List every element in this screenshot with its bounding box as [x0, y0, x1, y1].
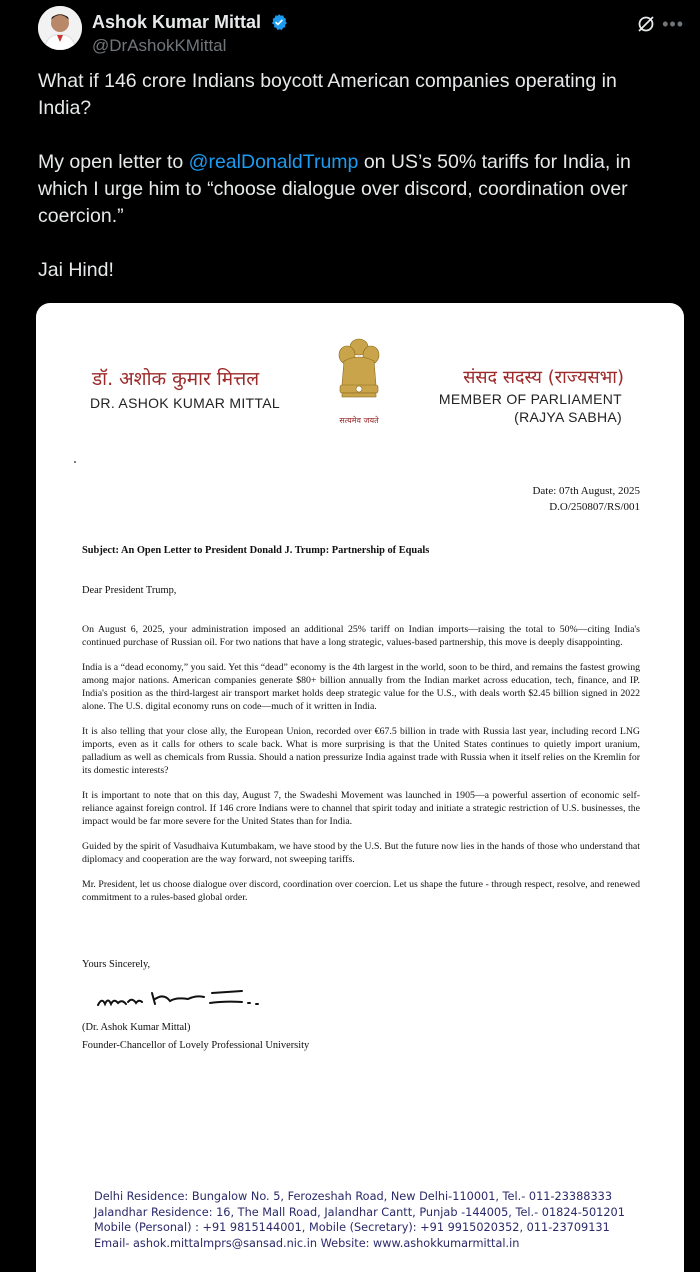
post-header: [38, 6, 684, 58]
footer-line: Email- ashok.mittalmprs@sansad.nic.in Website: www.ashokkumarmittal.in: [94, 1236, 520, 1250]
letterhead-name-hindi: डॉ. अशोक कुमार मित्तल: [92, 368, 260, 390]
verified-badge-icon: [270, 13, 288, 36]
post-paragraph-2: My open letter to @realDonaldTrump on US’s 50% tariffs for India, in which I urge him to “choose dialogue over discord, coordination over coercion.”: [38, 151, 631, 227]
post-paragraph-3: Jai Hind!: [38, 259, 114, 281]
avatar[interactable]: [38, 6, 82, 50]
letter-salutation: Dear President Trump,: [82, 585, 177, 596]
letter-footer: [94, 1189, 625, 1251]
letter-subject: Subject: An Open Letter to President Donald J. Trump: Partnership of Equals: [82, 545, 430, 556]
signer-title: Founder-Chancellor of Lovely Professional University: [82, 1040, 310, 1051]
speck: [74, 461, 76, 463]
letter-signer: [82, 1019, 309, 1055]
emblem-motto: सत्यमेव जयते: [339, 416, 379, 425]
letter-date: Date: 07th August, 2025: [532, 485, 640, 497]
signer-name: (Dr. Ashok Kumar Mittal): [82, 1022, 191, 1033]
letter-paragraph: It is also telling that your close ally, the European Union, recorded over €67.5 billion in trade with Russia last year, including record LNG imports, even as it calls for others to scale back. What is more surprising is that the United States continues to quietly import uranium, palladium as well as chemicals from Russia. Should a nation pressurize India against trade with Russia when it itself relies on the Kremlin for its domestic interests?: [82, 726, 640, 776]
letter-body: [82, 623, 640, 916]
footer-line: Delhi Residence: Bungalow No. 5, Ferozeshah Road, New Delhi-110001, Tel.- 011-23388333: [94, 1190, 613, 1203]
letter-paragraph: Guided by the spirit of Vasudhaiva Kutumbakam, we have stood by the U.S. But the future now lies in the hands of those who understand that diplomacy and cooperation are the way forward, not sweeping tariffs.: [82, 841, 640, 865]
letterhead-house: (RAJYA SABHA): [514, 409, 622, 425]
author-handle[interactable]: @DrAshokKMittal: [92, 36, 227, 55]
post-paragraph-1: What if 146 crore Indians boycott American companies operating in India?: [38, 70, 617, 119]
letter-paragraph: Mr. President, let us choose dialogue over discord, coordination over coercion. Let us shape the future - through respect, resolve, and renewed commitment to a rules-based global order.: [82, 879, 640, 903]
letter-paragraph: India is a “dead economy,” you said. Yet this “dead” economy is the 4th largest in the world, soon to be third, and remains the fastest growing among major nations. American companies generate $80+ billion annually from the Indian market across education, tech, finance, and IP. India's position as the third-largest air transport market holds deep strategic value for the U.S., with deals worth $2.45 billion signed in 2022 alone. The U.S. digital economy runs on code—much of it written in India.: [82, 662, 640, 712]
handwritten-signature: [92, 971, 272, 1021]
footer-line: Mobile (Personal) : +91 9815144001, Mobile (Secretary): +91 9915020352, 011-23709131: [94, 1221, 610, 1234]
post-text: [38, 68, 668, 311]
letterhead-title-hindi: संसद सदस्य (राज्यसभा): [463, 367, 624, 388]
letter-closing: Yours Sincerely,: [82, 959, 151, 970]
letter-paragraph: On August 6, 2025, your administration imposed an additional 25% tariff on Indian imports—raising the total to 50%—citing India's continued purchase of Russian oil. For two nations that have a long strategic, values-based partnership, this move is deeply disappointing.: [82, 624, 640, 648]
letter-paragraph: It is important to note that on this day, August 7, the Swadeshi Movement was launched in 1905—a powerful assertion of economic self-reliance against foreign control. If 146 crore Indians were to channel that spirit today and initiate a strategic restriction of U.S. businesses, the impact would be far more severe for the United States than for India.: [82, 790, 640, 827]
more-options-icon[interactable]: •••: [662, 14, 684, 34]
author-name[interactable]: Ashok Kumar Mittal: [92, 12, 288, 36]
footer-line: Jalandhar Residence: 16, The Mall Road, Jalandhar Cantt, Punjab -144005, Tel.- 01824-501201: [94, 1205, 625, 1219]
letterhead-name-english: DR. ASHOK KUMAR MITTAL: [90, 395, 280, 411]
letter-image[interactable]: [36, 303, 684, 1272]
letter-ref: D.O/250807/RS/001: [549, 501, 640, 513]
letter-date-block: [532, 483, 640, 515]
letterhead-title-english: MEMBER OF PARLIAMENT: [438, 391, 622, 407]
mention-link[interactable]: @realDonaldTrump: [188, 151, 359, 173]
national-emblem-icon: [330, 333, 388, 429]
grok-icon[interactable]: [636, 14, 656, 39]
